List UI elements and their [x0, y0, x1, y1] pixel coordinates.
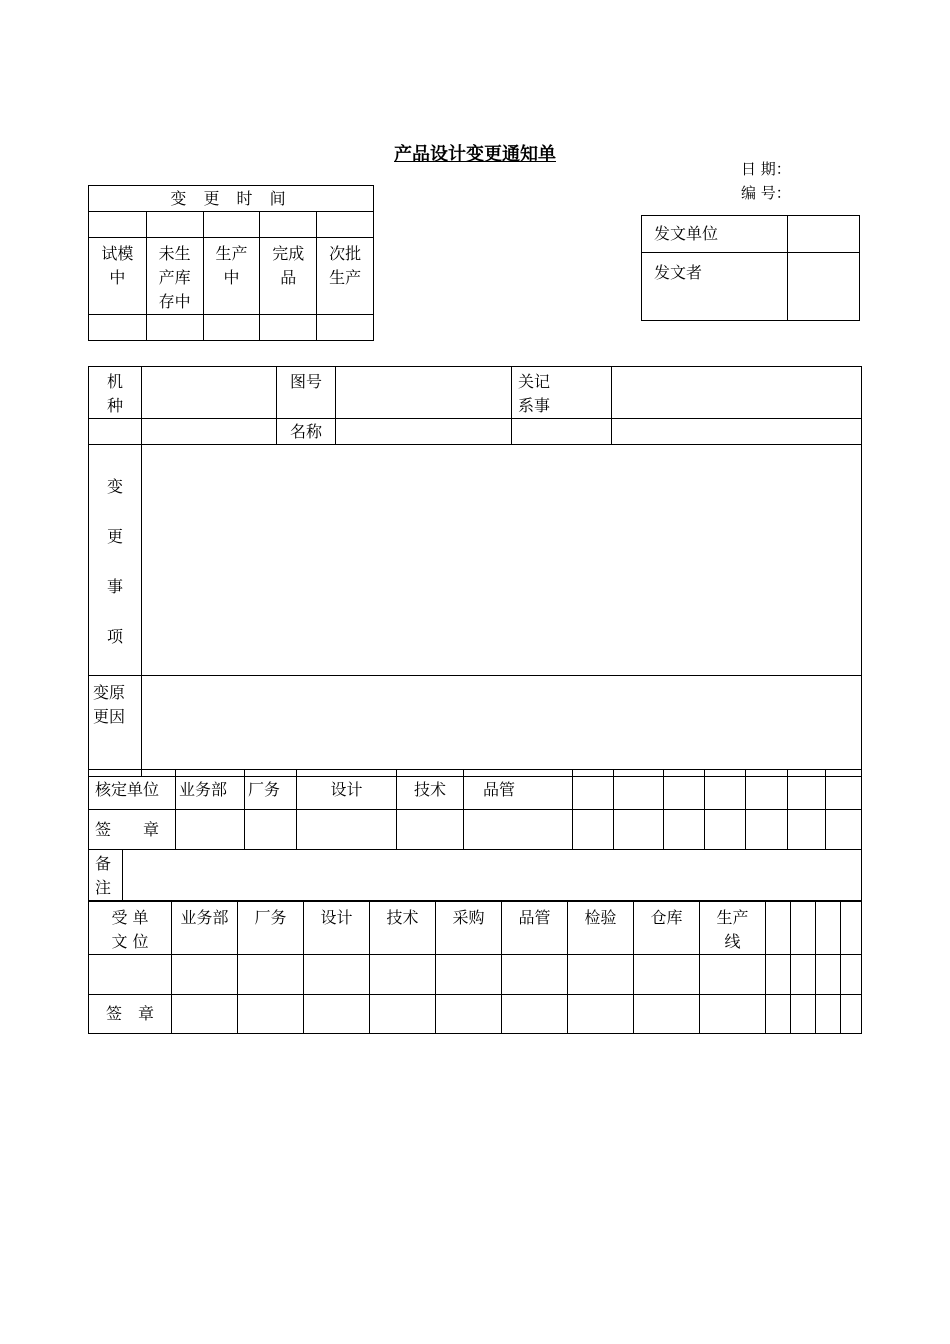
recipient-sign-cell[interactable] — [568, 995, 634, 1034]
stage-trial-mold: 试模 中 — [89, 238, 147, 315]
recipient-dept: 检验 — [568, 901, 634, 955]
stage-check-cell[interactable] — [203, 212, 260, 238]
issuer-unit-label: 发文单位 — [642, 216, 788, 253]
stage-check-cell[interactable] — [89, 212, 147, 238]
recipient-dept: 品管 — [502, 901, 568, 955]
drawing-no-field[interactable] — [336, 367, 512, 419]
approval-extra-cell — [614, 770, 664, 810]
approval-extra-cell — [705, 770, 746, 810]
approval-sign-cell[interactable] — [397, 810, 464, 850]
approval-sign-cell[interactable] — [176, 810, 245, 850]
approval-extra-cell — [664, 770, 705, 810]
stage-value-cell[interactable] — [146, 315, 203, 341]
approval-extra-cell — [573, 770, 614, 810]
approval-sign-cell[interactable] — [826, 810, 862, 850]
change-items-label — [89, 445, 142, 676]
name-field[interactable] — [336, 419, 512, 445]
recipient-blank-cell[interactable] — [634, 955, 700, 995]
approval-table — [88, 769, 862, 902]
approval-sign-cell[interactable] — [788, 810, 826, 850]
stage-check-cell[interactable] — [260, 212, 317, 238]
recipient-blank-cell[interactable] — [568, 955, 634, 995]
recipient-sign-cell[interactable] — [700, 995, 766, 1034]
recipient-dept: 厂务 — [238, 901, 304, 955]
issuer-person-label: 发文者 — [642, 253, 788, 321]
drawing-no-label: 图号 — [277, 367, 336, 419]
change-detail-table — [88, 366, 862, 777]
blank-cell — [512, 419, 612, 445]
recipient-blank-cell[interactable] — [172, 955, 238, 995]
recipient-blank-cell[interactable] — [700, 955, 766, 995]
stage-value-cell[interactable] — [317, 315, 374, 341]
related-field[interactable] — [612, 367, 862, 419]
recipient-unit-label: 受 单 文 位 — [89, 901, 172, 955]
approval-dept: 技术 — [397, 770, 464, 810]
recipient-blank-cell[interactable] — [436, 955, 502, 995]
recipient-sign-label: 签 章 — [89, 995, 172, 1034]
recipient-extra-cell — [791, 901, 816, 955]
remark-field[interactable] — [123, 850, 861, 901]
recipient-blank-cell[interactable] — [304, 955, 370, 995]
recipient-blank-cell[interactable] — [502, 955, 568, 995]
stage-check-cell[interactable] — [146, 212, 203, 238]
blank-cell — [612, 419, 862, 445]
number-label: 编 号： — [741, 184, 791, 202]
stage-value-cell[interactable] — [260, 315, 317, 341]
recipient-dept: 采购 — [436, 901, 502, 955]
approval-sign-cell[interactable] — [664, 810, 705, 850]
approval-extra-cell — [746, 770, 788, 810]
change-items-field[interactable] — [142, 445, 862, 676]
recipient-blank-cell[interactable] — [766, 955, 791, 995]
recipient-blank-cell[interactable] — [791, 955, 816, 995]
approval-sign-cell[interactable] — [297, 810, 397, 850]
change-items-char: 更 — [106, 527, 123, 546]
change-items-char: 项 — [106, 627, 123, 646]
related-label: 关记 系事 — [512, 367, 612, 419]
recipient-sign-cell[interactable] — [502, 995, 568, 1034]
recipient-blank-cell[interactable] — [370, 955, 436, 995]
change-reason-field[interactable] — [142, 676, 862, 777]
stage-finished-goods: 完成 品 — [260, 238, 317, 315]
approval-sign-cell[interactable] — [705, 810, 746, 850]
recipient-blank-cell[interactable] — [238, 955, 304, 995]
stage-in-production: 生产 中 — [203, 238, 260, 315]
recipient-dept: 业务部 — [172, 901, 238, 955]
issuer-table — [641, 215, 860, 321]
issuer-unit-field[interactable] — [787, 216, 859, 253]
recipient-blank-cell[interactable] — [841, 955, 862, 995]
approval-unit-label: 核定单位 — [89, 770, 176, 810]
recipient-dept: 设计 — [304, 901, 370, 955]
recipient-sign-cell[interactable] — [816, 995, 841, 1034]
recipient-sign-cell[interactable] — [436, 995, 502, 1034]
stage-unproduced-stock: 未生 产库 存中 — [146, 238, 203, 315]
stage-check-cell[interactable] — [317, 212, 374, 238]
approval-sign-label: 签 章 — [89, 810, 176, 850]
recipient-extra-cell — [841, 901, 862, 955]
page-title: 产品设计变更通知单 — [394, 144, 556, 165]
change-time-header: 变 更 时 间 — [89, 186, 374, 212]
recipient-sign-cell[interactable] — [634, 995, 700, 1034]
approval-sign-cell[interactable] — [746, 810, 788, 850]
recipient-sign-cell[interactable] — [238, 995, 304, 1034]
stage-value-cell[interactable] — [89, 315, 147, 341]
model-field[interactable] — [142, 367, 277, 419]
recipient-extra-cell — [766, 901, 791, 955]
recipient-dept: 仓库 — [634, 901, 700, 955]
change-items-char: 事 — [106, 577, 123, 596]
approval-dept: 品管 — [464, 770, 573, 810]
recipient-sign-cell[interactable] — [304, 995, 370, 1034]
remark-row — [89, 850, 862, 902]
approval-dept: 设计 — [297, 770, 397, 810]
recipient-blank-cell[interactable] — [89, 955, 172, 995]
recipient-sign-cell[interactable] — [791, 995, 816, 1034]
stage-value-cell[interactable] — [203, 315, 260, 341]
recipient-sign-cell[interactable] — [370, 995, 436, 1034]
recipients-table — [88, 900, 862, 1034]
stage-next-batch: 次批 生产 — [317, 238, 374, 315]
recipient-extra-cell — [816, 901, 841, 955]
issuer-person-field[interactable] — [787, 253, 859, 321]
model-label: 机 种 — [89, 367, 142, 419]
approval-extra-cell — [788, 770, 826, 810]
approval-sign-cell[interactable] — [614, 810, 664, 850]
approval-dept: 厂务 — [245, 770, 297, 810]
blank-cell — [142, 419, 277, 445]
recipient-sign-cell[interactable] — [841, 995, 862, 1034]
change-reason-label: 变原 更因 — [89, 676, 142, 777]
recipient-dept: 技术 — [370, 901, 436, 955]
approval-sign-cell[interactable] — [245, 810, 297, 850]
name-label: 名称 — [277, 419, 336, 445]
change-items-char: 变 — [106, 477, 123, 496]
approval-extra-cell — [826, 770, 862, 810]
recipient-blank-cell[interactable] — [816, 955, 841, 995]
change-time-table — [88, 185, 374, 341]
approval-dept: 业务部 — [176, 770, 245, 810]
recipient-sign-cell[interactable] — [172, 995, 238, 1034]
date-label: 日 期： — [741, 160, 791, 178]
blank-cell — [89, 419, 142, 445]
approval-sign-cell[interactable] — [573, 810, 614, 850]
approval-sign-cell[interactable] — [464, 810, 573, 850]
remark-label: 备 注 — [89, 850, 123, 901]
recipient-dept: 生产 线 — [700, 901, 766, 955]
recipient-sign-cell[interactable] — [766, 995, 791, 1034]
